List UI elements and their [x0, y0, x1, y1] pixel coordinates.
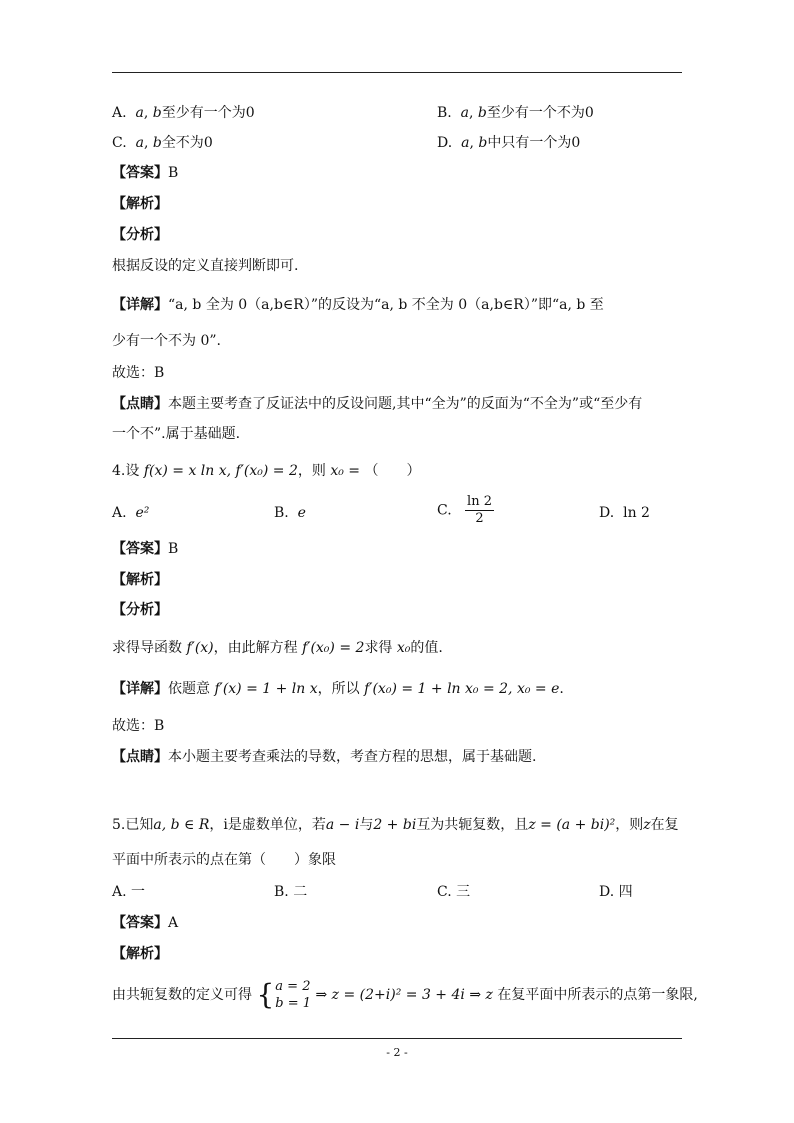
q4-option-b: B. e [274, 505, 306, 521]
q4-answer: 【答案】B [112, 541, 179, 557]
q5-option-d: D. 四 [599, 884, 633, 900]
q3-detail-line2: 少有一个不为 0”. [112, 333, 221, 349]
q3-option-a: A. a, b至少有一个为0 [112, 105, 255, 121]
q3-detail-line1: 【详解】“a, b 全为 0（a,b∈R）”的反设为“a, b 不全为 0（a,b∈R）”即“a, b 至 [112, 297, 604, 313]
q5-stem-line1: 5.已知a, b ∈ R，i是虚数单位，若a − i与2 + bi互为共轭复数，且z = (a + bi)²，则z在复 [112, 817, 679, 833]
q4-stem: 4.设 f(x) = x ln x, f′(x₀) = 2，则 x₀ = （ ） [112, 463, 421, 479]
page-number: - 2 - [386, 1046, 408, 1059]
q4-option-a: A. e² [112, 505, 150, 521]
q5-answer: 【答案】A [112, 915, 179, 931]
q3-fenxi-tag: 【分析】 [112, 227, 168, 243]
q5-jiexi-tag: 【解析】 [112, 946, 168, 962]
q3-option-b: B. a, b至少有一个不为0 [437, 105, 594, 121]
q4-comment: 【点睛】本小题主要考查乘法的导数，考查方程的思想，属于基础题. [112, 749, 537, 765]
q5-option-b: B. 二 [274, 884, 308, 900]
q4-fenxi-text: 求得导函数 f′(x)，由此解方程 f′(x₀) = 2求得 x₀的值. [112, 640, 443, 656]
q5-option-c: C. 三 [437, 884, 471, 900]
q5-equation-system: { a = 2 b = 1 [256, 978, 312, 1011]
q5-solution: 由共轭复数的定义可得 { a = 2 b = 1 ⇒ z = (2+i)² = 3 + 4i ⇒ z 在复平面中所表示的点第一象限, [112, 978, 698, 1011]
q5-stem-line2: 平面中所表示的点在第（ ）象限 [112, 852, 336, 868]
q3-answer: 【答案】B [112, 165, 179, 181]
q4-jiexi-tag: 【解析】 [112, 572, 168, 588]
q3-jiexi-tag: 【解析】 [112, 196, 168, 212]
q4-option-c-fraction: $\frac{\ln 2}{2}$ [467, 494, 492, 526]
q4-fenxi-tag: 【分析】 [112, 602, 168, 618]
q3-choose: 故选：B [112, 365, 165, 381]
q4-detail: 【详解】依题意 f′(x) = 1 + ln x，所以 f′(x₀) = 1 + ln x₀ = 2, x₀ = e. [112, 681, 564, 697]
q4-option-c: C. $\frac{\ln 2}{2}$ [437, 494, 492, 526]
q3-fenxi-text: 根据反设的定义直接判断即可. [112, 258, 299, 274]
q4-choose: 故选：B [112, 718, 165, 734]
footer-rule [112, 1038, 682, 1039]
q5-option-a: A. 一 [112, 884, 146, 900]
q3-option-c: C. a, b全不为0 [112, 135, 213, 151]
q3-option-d: D. a, b中只有一个为0 [437, 135, 581, 151]
header-rule [112, 72, 682, 73]
q3-comment-line2: 一个不”.属于基础题. [112, 426, 241, 442]
q4-option-d: D. ln 2 [599, 505, 650, 521]
q3-comment-line1: 【点睛】本题主要考查了反证法中的反设问题,其中“全为”的反面为“不全为”或“至少有 [112, 396, 643, 412]
